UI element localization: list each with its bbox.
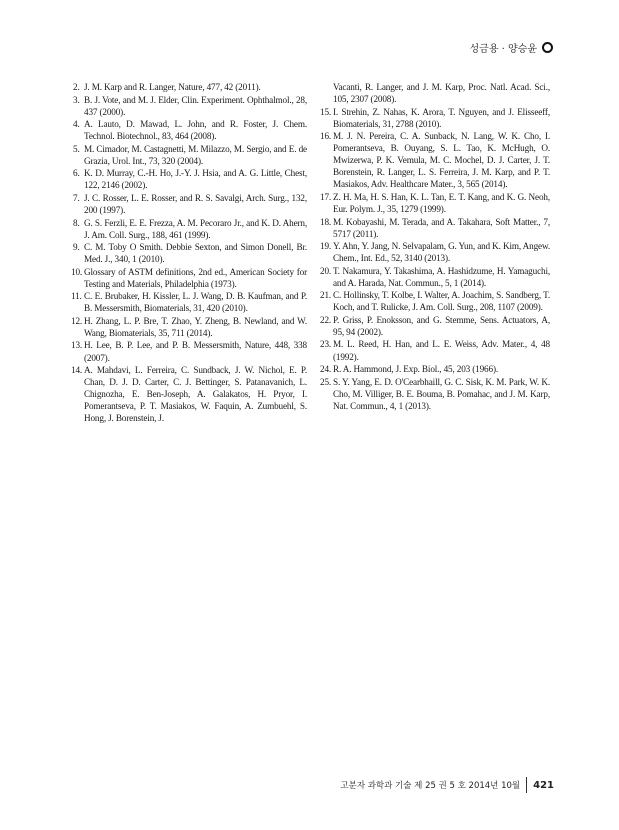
reference-item (322, 240, 550, 264)
reference-number: 24. (320, 364, 332, 375)
reference-number: 8. (73, 217, 80, 228)
reference-text: Vacanti, R. Langer, and J. M. Karp, Proc. Natl. Acad. Sci., 105, 2307 (2008). (333, 82, 550, 105)
running-footer (340, 778, 554, 792)
reference-number: 4. (73, 119, 80, 130)
footer-divider (526, 777, 527, 793)
reference-item (322, 338, 550, 362)
page-number: 421 (533, 779, 554, 791)
header-authors: 성금용 · 양승윤 (469, 44, 537, 55)
reference-item (322, 106, 550, 130)
reference-number: 18. (320, 216, 332, 227)
references-right-column (322, 81, 550, 412)
reference-text: C. Hollinsky, T. Kolbe, I. Walter, A. Joachim, S. Sandberg, T. Koch, and T. Rulicke, J. Am. Coll. Surg., 208, 1107 (2009). (333, 290, 550, 313)
reference-item (322, 81, 550, 105)
reference-text: I. Strehin, Z. Nahas, K. Arora, T. Nguyen, and J. Elisseeff, Biomaterials, 31, 2788 (2010). (333, 106, 550, 129)
journal-info: 고분자 과학과 기술 제 25 권 5 호 2014년 10월 (340, 781, 521, 791)
reference-item (322, 376, 550, 412)
reference-number: 10. (71, 266, 83, 277)
reference-number (320, 81, 333, 105)
reference-number: 5. (73, 143, 80, 154)
reference-item (322, 191, 550, 215)
reference-number: 15. (320, 106, 332, 117)
reference-item (322, 130, 550, 190)
reference-item (322, 289, 550, 313)
reference-number: 11. (71, 291, 82, 302)
reference-text: P. Griss, P. Enoksson, and G. Stemme, Sens. Actuators, A, 95, 94 (2002). (333, 314, 550, 337)
reference-text: C. E. Brubaker, H. Kissler, L. J. Wang, D. B. Kaufman, and P. B. Messersmith, Biomaterials, 31, 420 (2010). (84, 291, 307, 314)
reference-item (73, 364, 307, 424)
reference-number: 14. (71, 365, 83, 376)
reference-item (73, 167, 307, 191)
reference-item (73, 81, 307, 93)
reference-item (322, 363, 550, 375)
reference-item (73, 192, 307, 216)
reference-text: Y. Ahn, Y. Jang, N. Selvapalam, G. Yun, and K. Kim, Angew. Chem., Int. Ed., 52, 3140 (2013). (333, 241, 550, 264)
reference-item (73, 94, 307, 118)
reference-number: 9. (73, 242, 80, 253)
reference-text: M. Kobayashi, M. Terada, and A. Takahara, Soft Matter., 7, 5717 (2011). (333, 216, 550, 239)
reference-text: B. J. Vote, and M. J. Elder, Clin. Experiment. Ophthalmol., 28, 437 (2000). (84, 94, 307, 117)
reference-number: 21. (320, 290, 332, 301)
reference-number: 23. (320, 339, 332, 350)
circle-bullet-icon (542, 42, 553, 53)
reference-number: 2. (73, 82, 80, 92)
reference-text: Glossary of ASTM definitions, 2nd ed., American Society for Testing and Materials, Philadelphia (1973). (84, 266, 307, 289)
reference-item (73, 143, 307, 167)
reference-item (73, 339, 307, 363)
reference-text: H. Lee, B. P. Lee, and P. B. Messersmith, Nature, 448, 338 (2007). (84, 340, 307, 363)
running-header (470, 40, 554, 55)
reference-text: G. S. Ferzli, E. E. Frezza, A. M. Pecoraro Jr., and K. D. Ahern, J. Am. Coll. Surg., 188, 461 (1999). (84, 217, 307, 240)
reference-item (73, 315, 307, 339)
reference-number: 7. (73, 192, 80, 203)
reference-number: 6. (73, 168, 80, 179)
reference-item (322, 314, 550, 338)
reference-text: A. Lauto, D. Mawad, L. John, and R. Foster, J. Chem. Technol. Biotechnol., 83, 464 (2008). (84, 119, 307, 142)
reference-number: 3. (73, 94, 80, 105)
reference-text: Z. H. Ma, H. S. Han, K. L. Tan, E. T. Kang, and K. G. Neoh, Eur. Polym. J., 35, 1279 (1999). (333, 191, 550, 214)
reference-number: 13. (71, 340, 83, 351)
reference-text: R. A. Hammond, J. Exp. Biol., 45, 203 (1966). (333, 364, 499, 375)
reference-number: 20. (320, 265, 332, 276)
reference-number: 22. (320, 314, 332, 325)
reference-text: M. L. Reed, H. Han, and L. E. Weiss, Adv. Mater., 4, 48 (1992). (333, 339, 550, 362)
reference-text: A. Mahdavi, L. Ferreira, C. Sundback, J. W. Nichol, E. P. Chan, D. J. D. Carter, C. J. Bettinger, S. Patanavanich, L. Chignozha, E. Ben-Joseph, A. Galakatos, H. Pryor, I. Pomerantseva, P. T. Masiakos, W. Faquin, A. Zumbuehl, S. Hong, J. Borenstein, J. (84, 365, 307, 424)
reference-number: 12. (71, 315, 83, 326)
reference-text: C. M. Toby O Smith. Debbie Sexton, and Simon Donell, Br. Med. J., 340, 1 (2010). (84, 242, 307, 265)
reference-number: 19. (320, 241, 332, 252)
reference-text: J. M. Karp and R. Langer, Nature, 477, 42 (2011). (84, 82, 261, 92)
reference-item (73, 118, 307, 142)
references-left-column (73, 81, 307, 425)
reference-text: M. J. N. Pereira, C. A. Sunback, N. Lang, W. K. Cho, I. Pomerantseva, B. Ouyang, S. L. Tao, K. McHugh, O. Mwizerwa, P. K. Vemula, M. C. Mochel, D. J. Carter, J. T. Borenstein, R. Langer, L. S. Ferreira, J. M. Karp, and P. T. Masiakos, Adv. Healthcare Mater., 3, 565 (2014). (333, 131, 550, 190)
reference-item (73, 241, 307, 265)
reference-text: H. Zhang, L. P. Bre, T. Zhao, Y. Zheng, B. Newland, and W. Wang, Biomaterials, 35, 711 (2014). (84, 315, 307, 338)
reference-item (73, 266, 307, 290)
reference-number: 25. (320, 376, 332, 387)
reference-text: S. Y. Yang, E. D. O'Cearbhaill, G. C. Sisk, K. M. Park, W. K. Cho, M. Villiger, B. E. Bouma, B. Pomahac, and J. M. Karp, Nat. Commun., 4, 1 (2013). (333, 376, 550, 411)
reference-item (322, 265, 550, 289)
reference-number: 16. (320, 131, 332, 142)
reference-number: 17. (320, 191, 332, 202)
reference-text: J. C. Rosser, L. E. Rosser, and R. S. Savalgi, Arch. Surg., 132, 200 (1997). (84, 192, 307, 215)
reference-item (322, 216, 550, 240)
reference-text: T. Nakamura, Y. Takashima, A. Hashidzume, H. Yamaguchi, and A. Harada, Nat. Commun., 5, 1 (2014). (333, 265, 550, 288)
reference-item (73, 290, 307, 314)
reference-text: K. D. Murray, C.-H. Ho, J.-Y. J. Hsia, and A. G. Little, Chest, 122, 2146 (2002). (84, 168, 307, 191)
reference-text: M. Cimador, M. Castagnetti, M. Milazzo, M. Sergio, and E. de Grazia, Urol. Int., 73, 320 (2004). (84, 143, 307, 166)
reference-item (73, 217, 307, 241)
